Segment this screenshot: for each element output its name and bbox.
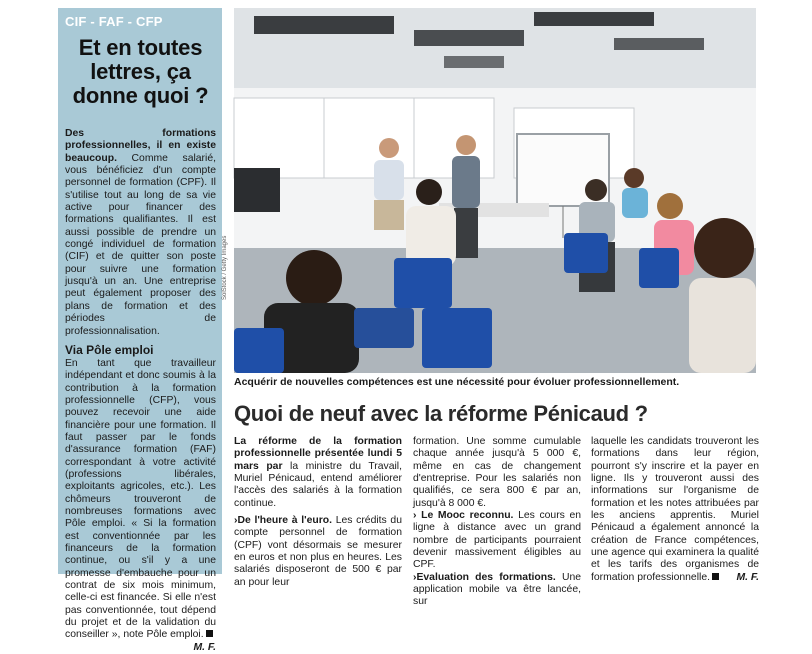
photo-credit: SolStock / Getty Images: [222, 235, 228, 300]
sidebar-para2: En tant que travailleur indépendant et donc soumis à la contribution à la formation professionnelle (CFP), vous pouvez recevoir une aide financière pour une formation. Il faut passer par le fonds d'assurance formation (FAF) correspondant à votre activité (professions libérales, exploitants agricoles, etc.). Les chômeurs trouveront de nombreuses formations avec Pôle emploi. « Si la formation est conventionnée par les financeurs de la formation continue, ou s'il y a une promesse d'embauche pour un contrat de six mois minimum, celle-ci est financée. Si elle n'est pas conventionnée, tout dépend du projet et de la validation du conseiller », note Pôle emploi.: [65, 357, 216, 641]
chevron-right-icon: ›: [413, 510, 417, 522]
article-paragraph-1a: Les crédits du compte personnel de formation (CPF) vont désormais se mesurer en euros et non plus en heures. Les salariés disposeront de 500 € par an pour leur: [234, 515, 402, 588]
photo-caption: Acquérir de nouvelles compétences est une nécessité pour évoluer professionnellement.: [234, 376, 680, 388]
article-paragraph-3b: laquelle les candidats trouveront les formations dans leur région, pourront s'y inscrire et la payer en ligne. Ils y trouveront aussi des informations sur l'organisme de formation et les notes attribuées par les anciens apprentis. Muriel Pénicaud a également annoncé la création de France compétences, une agence qui examinera la qualité et les tarifs des organismes de formation professionnelle.: [591, 436, 759, 583]
classroom-illustration: [234, 8, 756, 373]
article-paragraph-2: Les cours en ligne à distance avec un grand nombre de participants pourraient devenir massivement éligibles au CPF.: [413, 510, 582, 571]
article-intro-bold: La réforme de la formation professionnelle présentée lundi 5 mars par: [234, 436, 402, 472]
article-paragraph-1b: formation. Une somme cumulable chaque année jusqu'à 5 000 €, même en cas de changement d'entreprise. Pour les salariés non qualifiés, ce sera 800 € par an, jusqu'à 8 000 €.: [413, 436, 581, 509]
article-title: Quoi de neuf avec la réforme Pénicaud ?: [234, 401, 648, 426]
article-heading-1: De l'heure à l'euro.: [237, 515, 333, 527]
sidebar-title: Et en toutes lettres, ça donne quoi ?: [72, 35, 209, 108]
sidebar-kicker: CIF - FAF - CFP: [65, 14, 163, 29]
chevron-right-icon: ›: [234, 515, 238, 527]
article-signature: M. F.: [736, 571, 759, 583]
sidebar-para1: Comme salarié, vous bénéficiez d'un compte personnel de formation (CPF). Il s'utilise tout au long de sa vie active pour financer des formations qualifiantes. Il est aussi possible de prendre un congé individuel de formation (CIF) et de quitter son poste pour suivre une formation jusqu'à un an. Une entreprise peut également proposer des plans de formation et des périodes de professionnalisation.: [65, 152, 216, 337]
chevron-right-icon: ›: [413, 571, 417, 583]
sidebar-paragraph-1: [65, 128, 216, 338]
sidebar-paragraph-2: [65, 357, 216, 653]
sidebar-subhead: Via Pôle emploi: [65, 342, 154, 357]
article-heading-3: Evaluation des formations.: [416, 571, 556, 583]
sidebar-signature: M. F.: [193, 641, 216, 653]
classroom-photo: [234, 8, 756, 373]
article-paragraph-3a: Une application mobile va être lancée, sur: [413, 571, 582, 608]
article-column-2: [413, 436, 581, 609]
end-bullet-icon: [712, 573, 719, 580]
article-heading-2: Le Mooc reconnu.: [421, 510, 514, 522]
article-column-3: [591, 436, 759, 584]
end-bullet-icon: [206, 630, 213, 637]
article-intro: la ministre du Travail, Muriel Pénicaud, entend améliorer l'accès des salariés à la formation continue.: [234, 460, 403, 509]
article-column-1: [234, 436, 402, 589]
sidebar-lead: Des formations professionnelles, il en existe beaucoup.: [65, 128, 216, 164]
sidebar-box: [58, 8, 222, 653]
